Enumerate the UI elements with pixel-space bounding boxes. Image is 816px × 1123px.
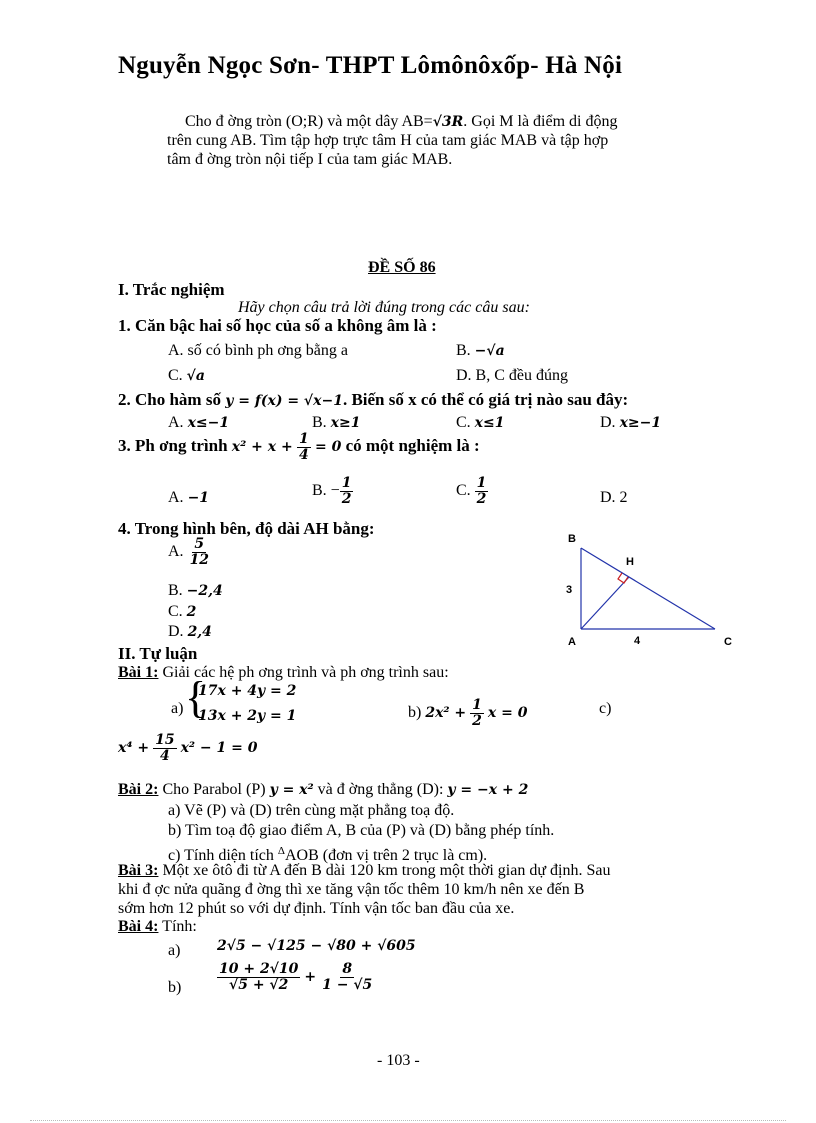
q2-option-c: C. x≤1 — [456, 414, 505, 431]
q3-option-c: C. $\frac{1}{2}$ — [456, 475, 487, 507]
q3-option-a: A. −1 — [168, 489, 210, 506]
intro-line-1: Cho đ ờng tròn (O;R) và một dây AB=√3R. Gọi M là điểm di động — [185, 113, 618, 130]
intro-line-2: trên cung AB. Tìm tập hợp trực tâm H của tam giác MAB và tập hợp — [167, 132, 609, 149]
bai2-a: a) Vẽ (P) và (D) trên cùng mặt phẳng toạ độ. — [168, 802, 455, 819]
bai3-line-3: sớm hơn 12 phút so với dự định. Tính vận tốc ban đầu của xe. — [118, 900, 515, 917]
bai4-b-label: b) — [168, 979, 182, 996]
label-a: A — [568, 636, 576, 648]
bai1-c-equation: x⁴ + $\frac{15}{4}$ x² − 1 = 0 — [118, 732, 258, 764]
length-ab: 3 — [566, 584, 573, 596]
altitude-ah — [581, 577, 629, 629]
q4-option-d: D. 2,4 — [168, 623, 212, 640]
q1-option-c: C. √a — [168, 367, 205, 384]
bai2-b: b) Tìm toạ độ giao điểm A, B của (P) và (D) bằng phép tính. — [168, 822, 555, 839]
system-brace: { — [185, 673, 207, 722]
q3-option-b: B. − $\frac{1}{2}$ — [312, 475, 352, 507]
q2-option-d: D. x≥−1 — [600, 414, 662, 431]
length-ac: 4 — [634, 635, 641, 647]
bai4-b-expression: $\frac{10 + 2√10}{√5 + √2}$ + $\frac{8}{1 - √5}$ — [219, 961, 373, 993]
bai1-b: b) 2x² + $\frac{1}{2}$ x = 0 — [408, 697, 528, 729]
question-1: 1. Căn bậc hai số học của số a không âm là : — [118, 316, 437, 335]
bai1-heading: Bài 1: Giải các hệ ph ơng trình và ph ơng trình sau: — [118, 664, 449, 681]
bai2-heading: Bài 2: Cho Parabol (P) y = x² và đ ờng thẳng (D): y = −x + 2 — [118, 781, 529, 798]
q3-option-d: D. 2 — [600, 489, 628, 506]
bai4-a-expression: 2√5 − √125 − √80 + √605 — [217, 938, 416, 954]
question-4: 4. Trong hình bên, độ dài AH bằng: — [118, 519, 375, 538]
bai4-a-label: a) — [168, 942, 181, 959]
bai4-heading: Bài 4: Tính: — [118, 918, 197, 935]
q1-option-d: D. B, C đều đúng — [456, 367, 568, 384]
bai1-c-label: c) — [599, 700, 612, 717]
side-bc — [581, 548, 715, 629]
part2-title: II. Tự luận — [118, 644, 198, 663]
q1-option-a: A. số có bình ph ơng bằng a — [168, 342, 348, 359]
q2-option-b: B. x≥1 — [312, 414, 361, 431]
label-c: C — [724, 636, 732, 648]
bai3-line-1: Bài 3: Một xe ôtô đi từ A đến B dài 120 km trong một thời gian dự định. Sau — [118, 862, 611, 879]
part1-title: I. Trắc nghiệm — [118, 280, 225, 299]
bottom-divider — [30, 1120, 786, 1121]
exam-title: ĐỀ SỐ 86 — [368, 259, 436, 276]
triangle-figure — [560, 528, 740, 653]
label-b: B — [568, 533, 576, 545]
page-number: - 103 - — [377, 1052, 420, 1069]
q4-option-a: A. $\frac{5}{12}$ — [168, 536, 210, 568]
bai1-eq1: 17x + 4y = 2 — [198, 683, 297, 699]
q4-option-b: B. −2,4 — [168, 582, 223, 599]
label-h: H — [626, 556, 634, 568]
question-3: 3. Ph ơng trình x² + x + $\frac{1}{4}$ = 0 có một nghiệm là : — [118, 431, 480, 463]
q4-option-c: C. 2 — [168, 603, 197, 620]
intro-line-3: tâm đ ờng tròn nội tiếp I của tam giác MAB. — [167, 151, 453, 168]
question-2: 2. Cho hàm số y = f(x) = √x−1. Biến số x có thể có giá trị nào sau đây: — [118, 390, 629, 409]
bai3-line-2: khi đ ợc nửa quãng đ ờng thì xe tăng vận tốc thêm 10 km/h nên xe đến B — [118, 881, 585, 898]
bai1-a-label: a) — [171, 700, 184, 717]
page-header: Nguyễn Ngọc Sơn- THPT Lômônôxốp- Hà Nội — [118, 52, 623, 79]
q2-option-a: A. x≤−1 — [168, 414, 230, 431]
bai2-c: c) Tính diện tích $^\Delta$AOB (đơn vị trên 2 trục là cm). — [168, 845, 488, 864]
right-angle-mark — [618, 573, 628, 583]
q1-option-b: B. −√a — [456, 342, 505, 359]
part1-instruction: Hãy chọn câu trả lời đúng trong các câu sau: — [238, 299, 530, 316]
bai1-eq2: 13x + 2y = 1 — [198, 708, 297, 724]
